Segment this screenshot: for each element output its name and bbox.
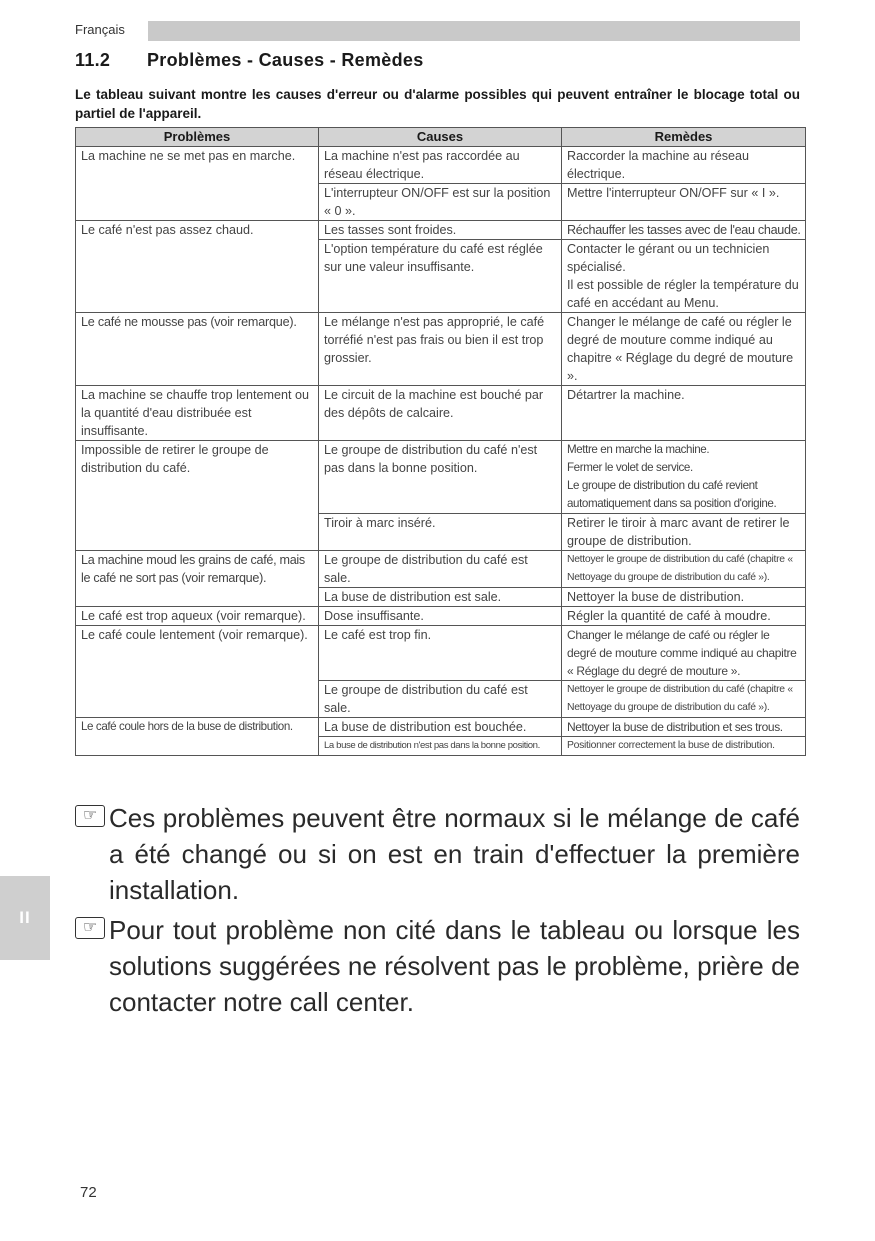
remedy-cell: Nettoyer la buse de distribution. [562, 588, 806, 607]
header-remedies: Remèdes [562, 128, 806, 147]
header-bar [148, 21, 800, 41]
chapter-side-tab [0, 876, 50, 960]
notes-section [75, 800, 800, 1024]
note-text: Pour tout problème non cité dans le tableau ou lorsque les solutions suggérées ne résolvent pas le problème, prière de contacter notre call center. [109, 915, 800, 1017]
table-row [76, 441, 806, 514]
remedy-cell: Nettoyer le groupe de distribution du café (chapitre « Nettoyage du groupe de distribution du café »). [562, 681, 806, 718]
cause-cell: La machine n'est pas raccordée au réseau électrique. [319, 147, 562, 184]
problem-cell: Le café coule hors de la buse de distribution. [76, 718, 319, 756]
note-item [75, 912, 800, 1020]
cause-cell: Le groupe de distribution du café est sale. [319, 551, 562, 588]
remedy-cell: Retirer le tiroir à marc avant de retirer le groupe de distribution. [562, 514, 806, 551]
table-row [76, 147, 806, 184]
remedy-cell: Régler la quantité de café à moudre. [562, 607, 806, 626]
intro-paragraph: Le tableau suivant montre les causes d'erreur ou d'alarme possibles qui peuvent entraîner le blocage total ou partiel de l'appareil. [75, 87, 800, 121]
cause-cell: La buse de distribution n'est pas dans la bonne position. [319, 737, 562, 756]
table-row [76, 607, 806, 626]
table-row [76, 386, 806, 441]
cause-cell: La buse de distribution est sale. [319, 588, 562, 607]
problem-cell: La machine ne se met pas en marche. [76, 147, 319, 221]
note-item [75, 800, 800, 908]
section-number: 11.2 [75, 50, 111, 70]
cause-cell: Le circuit de la machine est bouché par des dépôts de calcaire. [319, 386, 562, 441]
side-tab-label: II [19, 908, 31, 927]
problem-cell: La machine se chauffe trop lentement ou la quantité d'eau distribuée est insuffisante. [76, 386, 319, 441]
remedy-cell: Changer le mélange de café ou régler le degré de mouture comme indiqué au chapitre « Réglage du degré de mouture ». [562, 313, 806, 386]
pointing-hand-icon: ☞ [75, 917, 105, 939]
cause-cell: L'option température du café est réglée sur une valeur insuffisante. [319, 240, 562, 313]
cause-cell: Le groupe de distribution du café est sale. [319, 681, 562, 718]
problem-cell: Impossible de retirer le groupe de distribution du café. [76, 441, 319, 551]
cause-cell: Tiroir à marc inséré. [319, 514, 562, 551]
table-row [76, 221, 806, 240]
section-heading: Problèmes - Causes - Remèdes [147, 50, 424, 70]
header-causes: Causes [319, 128, 562, 147]
troubleshooting-table [75, 127, 806, 756]
remedy-cell: Nettoyer la buse de distribution et ses trous. [562, 718, 806, 737]
table-header-row [76, 128, 806, 147]
remedy-cell: Mettre l'interrupteur ON/OFF sur « I ». [562, 184, 806, 221]
remedy-cell: Mettre en marche la machine. Fermer le volet de service. Le groupe de distribution du café revient automatiquement dans sa position d'origine. [562, 441, 806, 514]
problem-cell: Le café n'est pas assez chaud. [76, 221, 319, 313]
remedy-cell: Raccorder la machine au réseau électrique. [562, 147, 806, 184]
remedy-cell: Positionner correctement la buse de distribution. [562, 737, 806, 756]
problem-cell: La machine moud les grains de café, mais le café ne sort pas (voir remarque). [76, 551, 319, 607]
language-label: Français [75, 22, 125, 37]
remedy-cell: Détartrer la machine. [562, 386, 806, 441]
cause-cell: L'interrupteur ON/OFF est sur la position « 0 ». [319, 184, 562, 221]
remedy-cell: Réchauffer les tasses avec de l'eau chaude. [562, 221, 806, 240]
pointing-hand-icon: ☞ [75, 805, 105, 827]
cause-cell: Les tasses sont froides. [319, 221, 562, 240]
table-row [76, 626, 806, 681]
problem-cell: Le café coule lentement (voir remarque). [76, 626, 319, 718]
table-row [76, 718, 806, 737]
problem-cell: Le café ne mousse pas (voir remarque). [76, 313, 319, 386]
remedy-cell: Changer le mélange de café ou régler le degré de mouture comme indiqué au chapitre « Réglage du degré de mouture ». [562, 626, 806, 681]
cause-cell: Le groupe de distribution du café n'est pas dans la bonne position. [319, 441, 562, 514]
cause-cell: Le café est trop fin. [319, 626, 562, 681]
problem-cell: Le café est trop aqueux (voir remarque). [76, 607, 319, 626]
table-row [76, 551, 806, 588]
header-problems: Problèmes [76, 128, 319, 147]
remedy-cell: Contacter le gérant ou un technicien spécialisé. Il est possible de régler la température du café en accédant au Menu. [562, 240, 806, 313]
cause-cell: Le mélange n'est pas approprié, le café torréfié n'est pas frais ou bien il est trop grossier. [319, 313, 562, 386]
note-text: Ces problèmes peuvent être normaux si le mélange de café a été changé ou si on est en train d'effectuer la première installation. [109, 803, 800, 905]
table-row [76, 313, 806, 386]
remedy-cell: Nettoyer le groupe de distribution du café (chapitre « Nettoyage du groupe de distribution du café »). [562, 551, 806, 588]
cause-cell: Dose insuffisante. [319, 607, 562, 626]
cause-cell: La buse de distribution est bouchée. [319, 718, 562, 737]
section-title [75, 50, 424, 71]
page-number: 72 [80, 1184, 97, 1201]
